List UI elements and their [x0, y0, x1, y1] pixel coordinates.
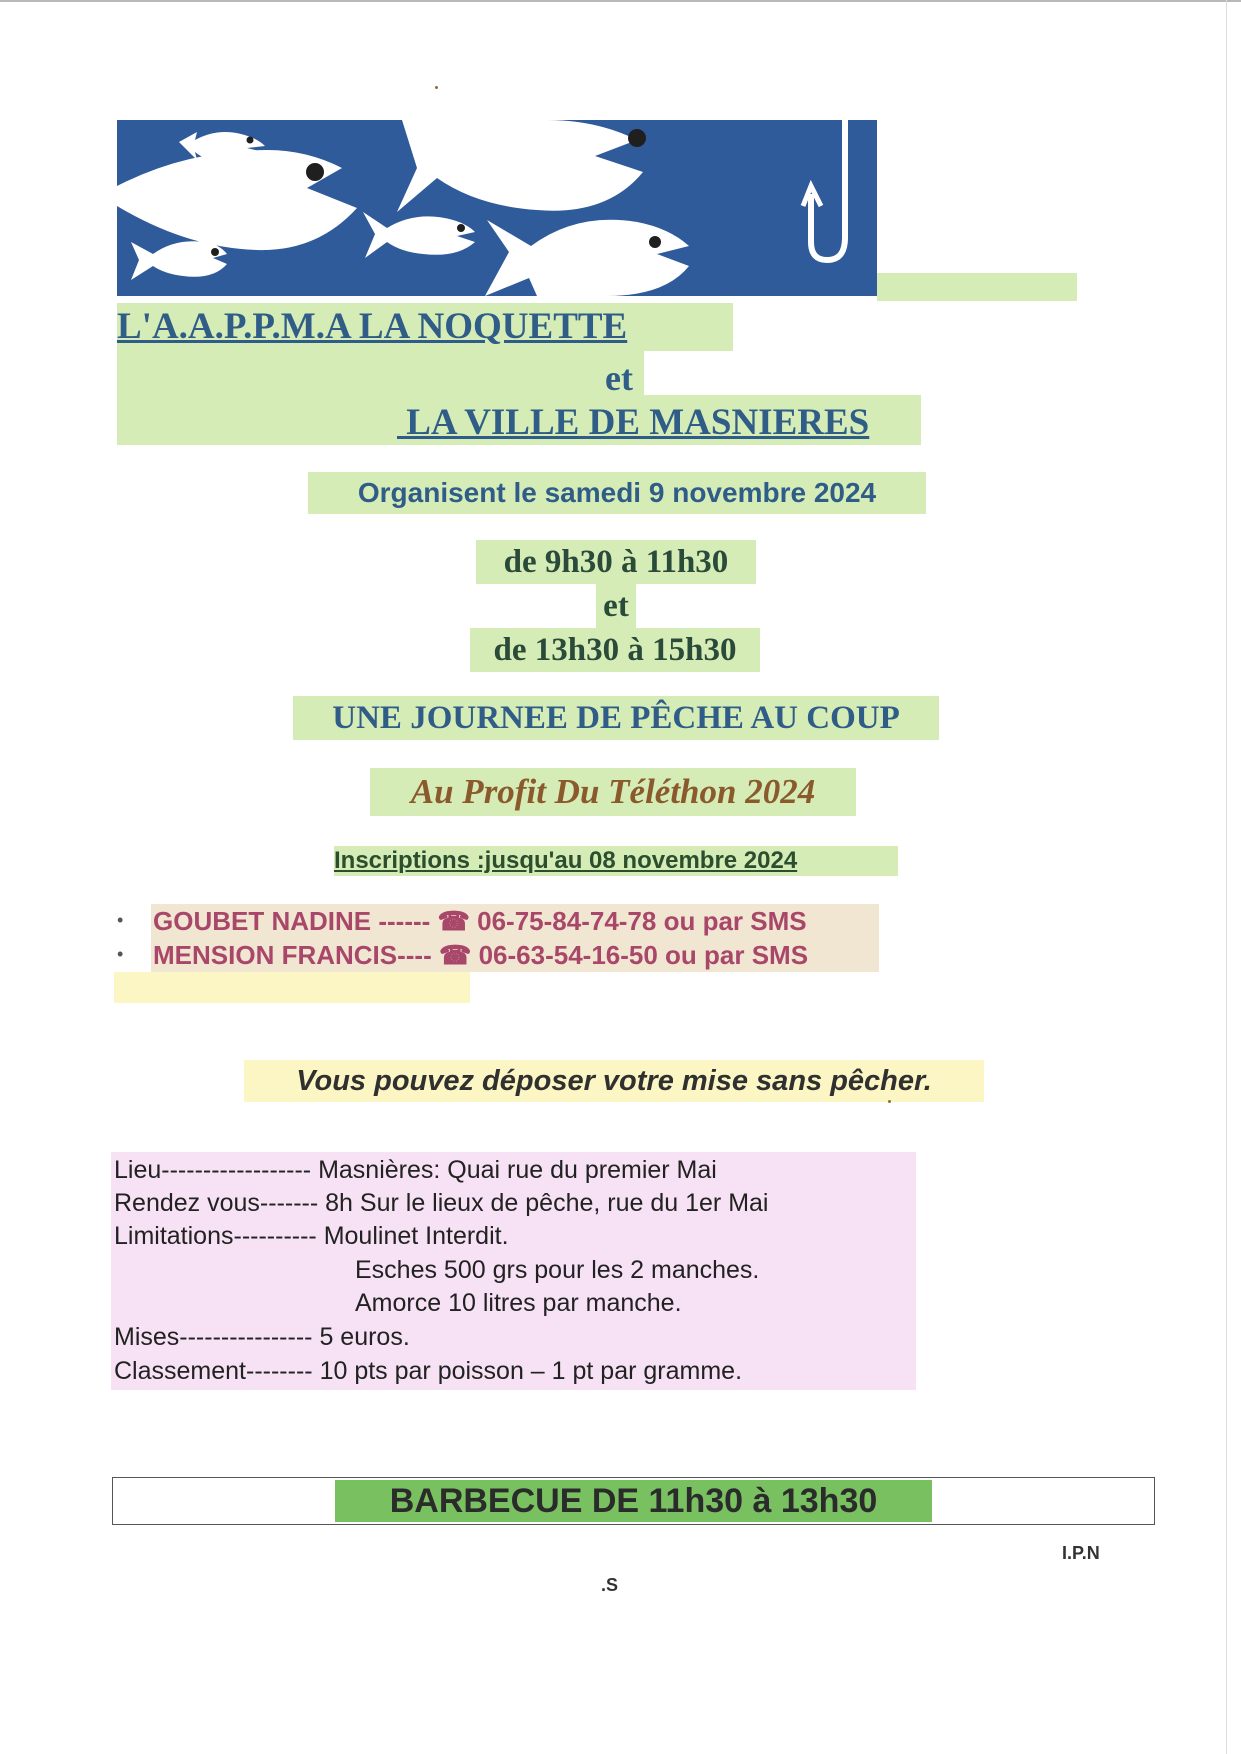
highlight-strip [877, 273, 1077, 301]
detail-label: Classement-------- [114, 1357, 313, 1385]
event-title: UNE JOURNEE DE PÊCHE AU COUP [293, 696, 939, 740]
scan-top-edge [0, 0, 1241, 2]
fish-banner-svg [117, 120, 877, 296]
scan-speck [435, 86, 438, 89]
detail-limitations-line: Amorce 10 litres par manche. [355, 1289, 682, 1317]
detail-label: Mises---------------- [114, 1323, 313, 1351]
morning-time: de 9h30 à 11h30 [476, 540, 756, 584]
detail-label: Limitations---------- [114, 1222, 317, 1250]
town-name: LA VILLE DE MASNIERES [397, 402, 870, 443]
detail-mises [114, 1320, 410, 1354]
header-et: et [605, 358, 633, 398]
footer-initials: I.P.N [1062, 1543, 1100, 1563]
contact-item [117, 904, 877, 938]
telethon-line: Au Profit Du Téléthon 2024 [370, 768, 856, 816]
contact-item [117, 938, 877, 972]
registration-deadline: Inscriptions :jusqu'au 08 novembre 2024 [334, 846, 898, 876]
event-date: Organisent le samedi 9 novembre 2024 [308, 472, 926, 514]
contact-text: MENSION FRANCIS---- ☎ 06-63-54-16-50 ou par SMS [153, 940, 809, 970]
bullet: • [117, 944, 124, 964]
band-gap [644, 351, 921, 395]
organizer-name: L'A.A.P.P.M.A LA NOQUETTE [117, 306, 628, 347]
detail-classement [114, 1354, 742, 1388]
deposit-note: Vous pouvez déposer votre mise sans pêcher. [244, 1060, 984, 1102]
detail-rendez-vous [114, 1186, 768, 1220]
contact-text: GOUBET NADINE ------ ☎ 06-75-84-74-78 ou par SMS [153, 906, 807, 936]
detail-value: 8h Sur le lieux de pêche, rue du 1er Mai [325, 1189, 769, 1217]
organizer-title [117, 303, 733, 351]
footer-mark: .S [601, 1575, 619, 1595]
organizer-band [117, 351, 921, 445]
bullet: • [117, 910, 124, 930]
detail-limitations-line: Esches 500 grs pour les 2 manches. [355, 1256, 760, 1284]
detail-value: Moulinet Interdit. [323, 1222, 509, 1250]
detail-value: 5 euros. [319, 1323, 410, 1351]
detail-lieu [114, 1153, 717, 1187]
detail-value: Masnières: Quai rue du premier Mai [318, 1156, 717, 1184]
time-et: et [596, 584, 636, 628]
detail-value: 10 pts par poisson – 1 pt par gramme. [319, 1357, 743, 1385]
barbecue-banner: BARBECUE DE 11h30 à 13h30 [335, 1480, 932, 1522]
scan-right-edge [1226, 0, 1227, 1754]
detail-label: Rendez vous------- [114, 1189, 319, 1217]
fish-banner-image [117, 120, 877, 296]
detail-label: Lieu------------------ [114, 1156, 312, 1184]
empty-highlight [114, 972, 470, 1003]
scan-speck [888, 1100, 891, 1103]
afternoon-time: de 13h30 à 15h30 [470, 628, 760, 672]
detail-limitations [114, 1219, 509, 1253]
